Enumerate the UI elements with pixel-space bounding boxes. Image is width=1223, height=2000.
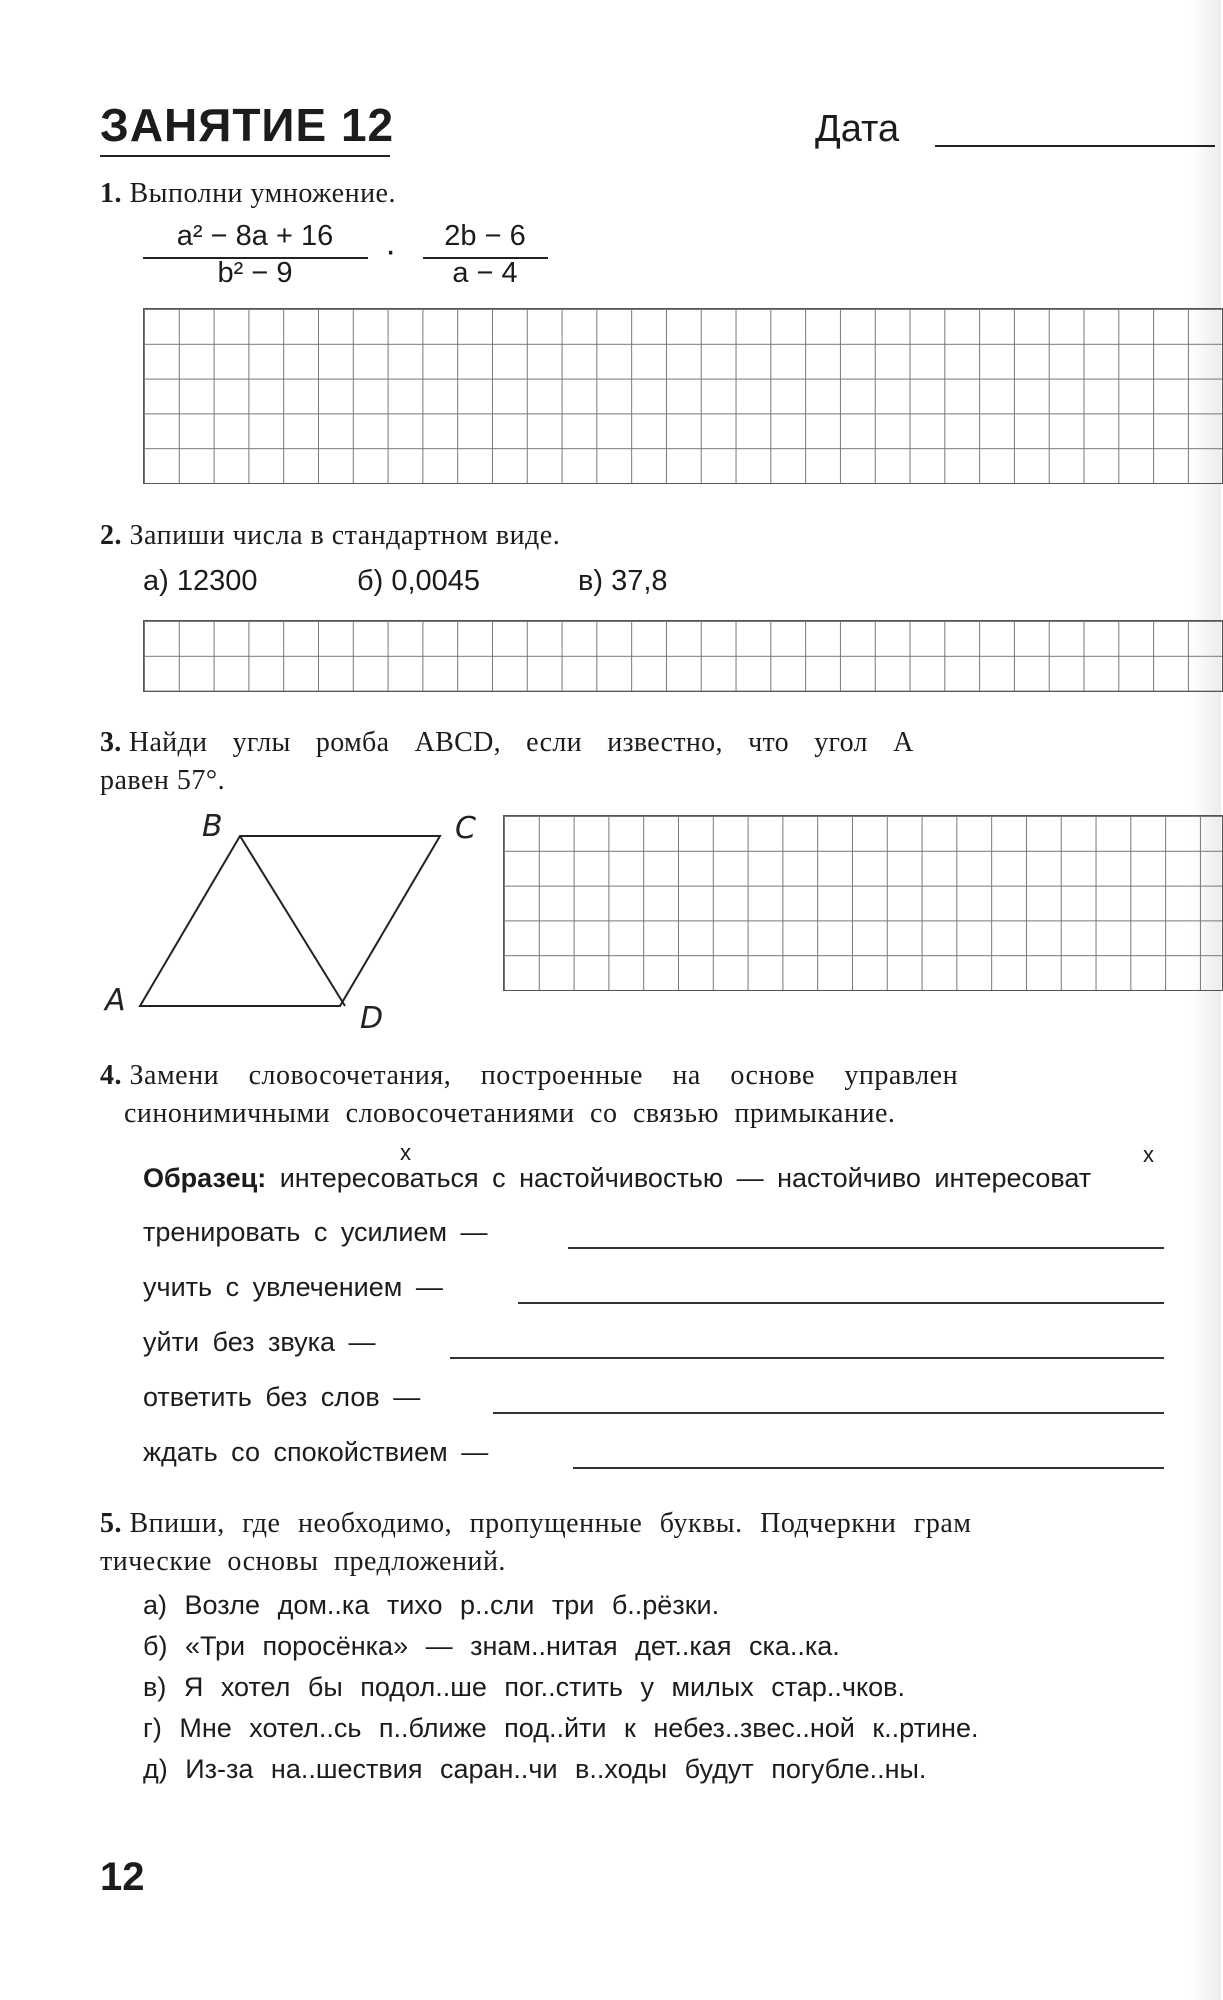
stress-mark-2: x (1143, 1142, 1154, 1167)
task4-text-line1: Замени словосочетания, построенные на основе управлен (129, 1060, 959, 1091)
multiply-operator: · (385, 232, 397, 270)
task2-item-b: б) 0,0045 (357, 565, 481, 597)
task3-number: 3. (100, 727, 122, 758)
vertex-d: D (360, 1001, 384, 1036)
task4-answer-line-2[interactable] (518, 1302, 1164, 1304)
task4-item-2: учить с увлечением — (143, 1272, 443, 1302)
stress-mark-1: x (400, 1140, 411, 1165)
sample-text: интересоваться с настойчивостью — настойчиво интересоват (279, 1163, 1092, 1193)
rhombus-figure (100, 809, 476, 1036)
task4-answer-line-4[interactable] (493, 1412, 1164, 1414)
title-underline (100, 155, 390, 157)
task1-answer-grid[interactable] (143, 308, 1223, 484)
task2-answer-grid[interactable] (143, 620, 1223, 692)
task4-sample (143, 1163, 1091, 1194)
vertex-c: C (455, 811, 476, 846)
task2-item-c: в) 37,8 (578, 565, 668, 597)
task5-heading-line1 (100, 1508, 971, 1540)
task5-item-a: а) Возле дом..ка тихо р..сли три б..рёзки. (143, 1590, 720, 1620)
page-number: 12 (100, 1855, 145, 1899)
task1-heading (100, 178, 396, 210)
task4-answer-line-1[interactable] (568, 1247, 1164, 1249)
task5-item-c: в) Я хотел бы подол..ше пог..стить у милых стар..чков. (143, 1672, 905, 1702)
task4-item-3: уйти без звука — (143, 1327, 376, 1357)
task5-item-b: б) «Три поросёнка» — знам..нитая дет..кая ска..ка. (143, 1631, 840, 1661)
fraction1-denominator: b² − 9 (217, 257, 293, 289)
task1-number: 1. (100, 178, 122, 209)
vertex-b: B (202, 809, 223, 844)
task4-text-line2: синонимичными словосочетаниями со связью примыкание. (124, 1098, 896, 1129)
task4-number: 4. (100, 1060, 122, 1091)
task2-number: 2. (100, 520, 122, 551)
task2-heading (100, 520, 560, 552)
task3-heading-line1 (100, 727, 914, 759)
task1-text: Выполни умножение. (129, 178, 396, 209)
task4-item-4: ответить без слов — (143, 1382, 421, 1412)
vertex-a: A (105, 983, 126, 1018)
task3-answer-grid[interactable] (503, 815, 1223, 991)
task4-item-1: тренировать с усилием — (143, 1217, 488, 1247)
rhombus-diagonal-bd (240, 836, 345, 1006)
task5-item-d: г) Мне хотел..сь п..ближе под..йти к небез..звес..ной к..ртине. (143, 1713, 979, 1743)
date-label: Дата (815, 108, 900, 150)
task3-text-line1: Найди углы ромба ABCD, если известно, что угол A (128, 727, 914, 758)
task2-item-a: а) 12300 (143, 565, 258, 597)
task5-item-e: д) Из-за на..шествия саран..чи в..ходы будут погубле..ны. (143, 1754, 927, 1784)
fraction2-denominator: a − 4 (452, 257, 518, 289)
task4-answer-line-3[interactable] (450, 1357, 1164, 1359)
fraction2-numerator: 2b − 6 (444, 220, 526, 252)
task4-heading-line1 (100, 1060, 958, 1092)
fraction1-numerator: a² − 8a + 16 (176, 220, 334, 252)
task4-answer-line-5[interactable] (573, 1467, 1164, 1469)
task5-text-line1: Впиши, где необходимо, пропущенные буквы. Подчеркни грам (129, 1508, 972, 1539)
task2-text: Запиши числа в стандартном виде. (129, 520, 561, 551)
task3-text-line2: равен 57°. (100, 765, 226, 796)
page-edge-shadow (1191, 0, 1221, 2000)
rhombus-abcd (140, 836, 440, 1006)
task5-text-line2: тические основы предложений. (100, 1546, 506, 1577)
task4-item-5: ждать со спокойствием — (143, 1437, 489, 1467)
lesson-title: ЗАНЯТИЕ 12 (100, 99, 395, 151)
date-field[interactable] (935, 145, 1215, 147)
sample-label: Образец: (143, 1163, 267, 1193)
task5-number: 5. (100, 1508, 122, 1539)
